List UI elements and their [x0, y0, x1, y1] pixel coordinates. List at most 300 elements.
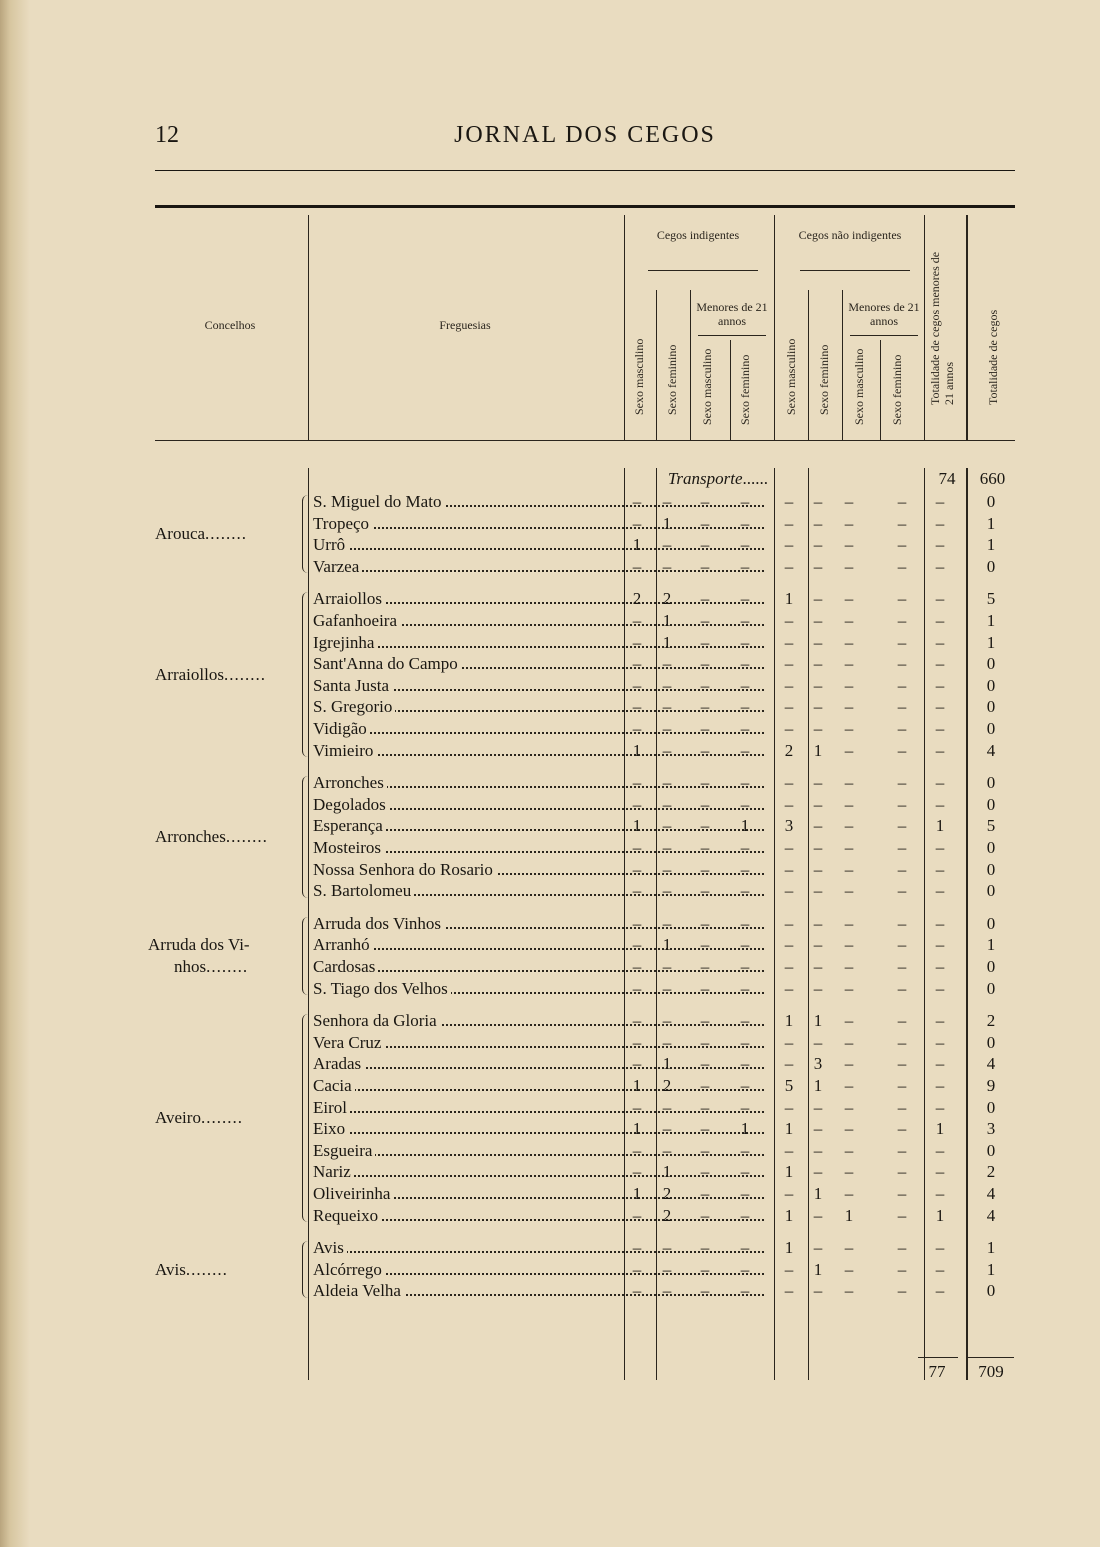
freguesia-name: Oliveirinha: [313, 1184, 393, 1203]
value-cell: –: [740, 589, 750, 609]
value-cell: 1: [935, 1119, 945, 1139]
value-cell: 1: [784, 1119, 794, 1139]
value-cell: –: [700, 1205, 710, 1225]
value-cell: –: [740, 957, 750, 976]
freguesia-name: Requeixo: [313, 1206, 381, 1225]
value-cell: –: [935, 719, 945, 738]
value-cell: –: [700, 697, 710, 717]
value-cell: –: [740, 881, 750, 901]
value-cell: –: [935, 589, 945, 609]
value-cell: 1: [813, 1184, 823, 1203]
table-row: [155, 1205, 1015, 1226]
table-row: [155, 491, 1015, 512]
value-cell: –: [740, 1054, 750, 1074]
value-cell: –: [935, 957, 945, 976]
table-row: [155, 610, 1015, 631]
value-cell: –: [662, 1097, 672, 1117]
transport-total-menores: 74: [938, 469, 956, 488]
value-cell: 1: [844, 1205, 854, 1225]
page-header: [155, 122, 1015, 162]
total-cell: 0: [986, 913, 996, 933]
vline-hdr-3: [690, 290, 691, 440]
total-cell: 0: [986, 794, 996, 814]
value-cell: –: [740, 556, 750, 576]
table-row: [155, 556, 1015, 577]
value-cell: –: [740, 1162, 750, 1182]
value-cell: –: [740, 1076, 750, 1095]
value-cell: –: [844, 1259, 854, 1279]
value-cell: –: [897, 957, 907, 976]
value-cell: –: [740, 794, 750, 814]
value-cell: –: [784, 675, 794, 695]
brace-menores-1: [698, 335, 766, 336]
value-cell: –: [740, 1011, 750, 1031]
value-cell: –: [784, 935, 794, 955]
value-cell: –: [784, 881, 794, 901]
value-cell: –: [632, 859, 642, 879]
value-cell: –: [700, 881, 710, 901]
value-cell: 1: [662, 1054, 672, 1074]
value-cell: –: [662, 957, 672, 976]
value-cell: –: [813, 1281, 823, 1301]
value-cell: 3: [784, 816, 794, 836]
value-cell: –: [662, 719, 672, 738]
value-cell: –: [662, 1119, 672, 1139]
value-cell: 1: [740, 816, 750, 836]
value-cell: –: [784, 556, 794, 576]
header-menores-ind: Menores de 21 annos: [696, 300, 768, 328]
value-cell: –: [784, 859, 794, 879]
value-cell: –: [632, 1205, 642, 1225]
value-cell: –: [662, 654, 672, 674]
value-cell: –: [844, 697, 854, 717]
table-row: [155, 718, 1015, 739]
value-cell: –: [740, 513, 750, 533]
concelho-label: Arouca........: [155, 524, 248, 544]
table-row: [155, 513, 1015, 534]
freguesia-name: Urrô: [313, 535, 348, 554]
final-total-rule-2: [966, 1357, 1014, 1358]
value-cell: 1: [813, 1259, 823, 1279]
table-row: [155, 978, 1015, 999]
value-cell: –: [844, 535, 854, 555]
value-cell: –: [897, 838, 907, 857]
value-cell: –: [935, 859, 945, 879]
header-sexo-masc-4: Sexo masculino: [852, 348, 866, 425]
table-row: [155, 1075, 1015, 1096]
freguesia-name: Arraiollos: [313, 589, 385, 608]
value-cell: 1: [784, 1011, 794, 1031]
table-row: [155, 1183, 1015, 1204]
table-row: [155, 772, 1015, 793]
vline-hdr-2: [656, 290, 657, 440]
value-cell: –: [844, 1119, 854, 1139]
vline-hdr-7: [842, 290, 843, 440]
value-cell: –: [813, 589, 823, 609]
total-cell: 5: [986, 589, 996, 609]
value-cell: –: [844, 675, 854, 695]
value-cell: 2: [662, 1076, 672, 1095]
value-cell: –: [935, 1054, 945, 1074]
value-cell: –: [844, 1011, 854, 1031]
value-cell: 1: [740, 1119, 750, 1139]
value-cell: –: [784, 978, 794, 998]
total-cell: 0: [986, 773, 996, 793]
value-cell: –: [935, 1281, 945, 1301]
value-cell: –: [662, 913, 672, 933]
value-cell: –: [813, 773, 823, 793]
table-row: [155, 534, 1015, 555]
value-cell: –: [700, 816, 710, 836]
value-cell: –: [662, 1281, 672, 1301]
final-total-rule-1: [918, 1357, 958, 1358]
total-cell: 1: [986, 611, 996, 630]
value-cell: –: [784, 719, 794, 738]
total-cell: 0: [986, 838, 996, 857]
brace-menores-2: [850, 335, 918, 336]
total-cell: 9: [986, 1076, 996, 1095]
total-cell: 0: [986, 697, 996, 717]
value-cell: 1: [662, 632, 672, 652]
value-cell: –: [813, 697, 823, 717]
table-row: [155, 859, 1015, 880]
final-total-menores: 77: [928, 1362, 946, 1381]
table-row: [155, 1161, 1015, 1182]
value-cell: –: [662, 978, 672, 998]
value-cell: –: [700, 611, 710, 630]
value-cell: –: [740, 535, 750, 555]
vline-hdr-conc: [308, 215, 309, 440]
value-cell: –: [700, 1184, 710, 1203]
header-total-menores: Totalidade de cegos menores de 21 annos: [928, 251, 956, 405]
value-cell: –: [813, 913, 823, 933]
total-cell: 1: [986, 632, 996, 652]
freguesia-name: Mosteiros: [313, 838, 384, 857]
value-cell: –: [813, 675, 823, 695]
value-cell: –: [740, 1281, 750, 1301]
value-cell: –: [813, 535, 823, 555]
value-cell: –: [632, 654, 642, 674]
value-cell: –: [813, 816, 823, 836]
header-menores-nind: Menores de 21 annos: [848, 300, 920, 328]
value-cell: 1: [935, 1205, 945, 1225]
value-cell: –: [700, 773, 710, 793]
value-cell: –: [897, 1281, 907, 1301]
freguesia-name: Vera Cruz: [313, 1033, 384, 1052]
table-row: [155, 588, 1015, 609]
transport-total: 660: [979, 469, 1006, 488]
value-cell: 2: [632, 589, 642, 609]
value-cell: –: [935, 881, 945, 901]
value-cell: –: [935, 492, 945, 511]
freguesia-name: Eirol: [313, 1098, 350, 1117]
total-cell: 0: [986, 859, 996, 879]
table-row: [155, 1140, 1015, 1161]
value-cell: –: [935, 654, 945, 674]
value-cell: –: [935, 1184, 945, 1203]
value-cell: –: [935, 632, 945, 652]
table-row: [155, 837, 1015, 858]
value-cell: 1: [632, 1119, 642, 1139]
total-cell: 0: [986, 957, 996, 976]
value-cell: –: [632, 675, 642, 695]
value-cell: –: [813, 1140, 823, 1160]
value-cell: –: [844, 1054, 854, 1074]
header-sexo-fem-1: Sexo feminino: [665, 344, 679, 415]
value-cell: –: [813, 611, 823, 630]
header-concelhos: Concelhos: [204, 318, 256, 332]
value-cell: –: [897, 535, 907, 555]
value-cell: –: [897, 978, 907, 998]
concelho-label: Arraiollos........: [155, 664, 266, 684]
value-cell: –: [700, 492, 710, 511]
value-cell: –: [897, 1184, 907, 1203]
value-cell: 2: [784, 740, 794, 760]
concelho-label: Avis........: [155, 1259, 228, 1279]
value-cell: –: [632, 632, 642, 652]
value-cell: –: [740, 654, 750, 674]
freguesia-name: Santa Justa: [313, 676, 392, 695]
value-cell: –: [700, 1032, 710, 1052]
value-cell: –: [784, 773, 794, 793]
value-cell: –: [662, 675, 672, 695]
freguesia-name: Nossa Senhora do Rosario: [313, 860, 496, 879]
value-cell: –: [844, 957, 854, 976]
table-row: [155, 934, 1015, 955]
value-cell: –: [897, 740, 907, 760]
value-cell: –: [897, 859, 907, 879]
value-cell: 3: [813, 1054, 823, 1074]
value-cell: –: [844, 492, 854, 511]
value-cell: –: [897, 513, 907, 533]
value-cell: –: [740, 978, 750, 998]
value-cell: –: [844, 719, 854, 738]
value-cell: –: [740, 697, 750, 717]
group-brace: [302, 495, 309, 573]
value-cell: –: [662, 1011, 672, 1031]
value-cell: –: [935, 1032, 945, 1052]
freguesia-name: S. Miguel do Mato: [313, 492, 444, 511]
value-cell: –: [632, 556, 642, 576]
value-cell: –: [935, 1097, 945, 1117]
value-cell: –: [700, 675, 710, 695]
value-cell: –: [740, 935, 750, 955]
freguesia-name: Eixo: [313, 1119, 348, 1138]
vline-hdr-1: [624, 215, 625, 440]
value-cell: –: [662, 838, 672, 857]
total-cell: 0: [986, 1281, 996, 1301]
table-row: [155, 675, 1015, 696]
value-cell: 1: [632, 1076, 642, 1095]
value-cell: –: [844, 913, 854, 933]
value-cell: –: [897, 1205, 907, 1225]
value-cell: –: [813, 1238, 823, 1258]
value-cell: –: [935, 675, 945, 695]
value-cell: –: [813, 1162, 823, 1182]
total-cell: 4: [986, 1054, 996, 1074]
concelho-name: Arraiollos: [155, 664, 224, 684]
value-cell: –: [844, 589, 854, 609]
value-cell: –: [844, 1184, 854, 1203]
value-cell: –: [700, 838, 710, 857]
value-cell: –: [632, 1032, 642, 1052]
value-cell: –: [844, 1097, 854, 1117]
vline-hdr-4: [730, 340, 731, 440]
value-cell: –: [844, 859, 854, 879]
header-rule: [155, 170, 1015, 171]
value-cell: –: [844, 1281, 854, 1301]
header-sexo-fem-4: Sexo feminino: [890, 354, 904, 425]
vline-hdr-10: [966, 215, 968, 440]
freguesia-name: Senhora da Gloria: [313, 1011, 440, 1030]
table-row: [155, 794, 1015, 815]
freguesia-name: Vimieiro: [313, 741, 376, 760]
value-cell: –: [897, 1162, 907, 1182]
header-sexo-masc-2: Sexo masculino: [700, 348, 714, 425]
value-cell: –: [632, 881, 642, 901]
table-row: [155, 1237, 1015, 1258]
value-cell: –: [700, 794, 710, 814]
value-cell: –: [813, 935, 823, 955]
value-cell: –: [935, 1238, 945, 1258]
value-cell: –: [844, 611, 854, 630]
value-cell: –: [784, 1259, 794, 1279]
value-cell: 1: [784, 1205, 794, 1225]
value-cell: –: [700, 1076, 710, 1095]
value-cell: 1: [935, 816, 945, 836]
concelho-name: Arronches: [155, 827, 226, 846]
freguesia-name: Esperança: [313, 816, 386, 835]
value-cell: –: [844, 513, 854, 533]
value-cell: –: [813, 859, 823, 879]
value-cell: –: [844, 978, 854, 998]
total-cell: 2: [986, 1162, 996, 1182]
concelho-name: Aveiro: [155, 1108, 201, 1128]
value-cell: –: [784, 535, 794, 555]
value-cell: –: [632, 957, 642, 976]
value-cell: 1: [784, 1238, 794, 1258]
header-cegos-indigentes: Cegos indigentes: [656, 228, 740, 242]
concelho-label: Aveiro........: [155, 1108, 243, 1128]
page-edge: [0, 0, 30, 1547]
value-cell: –: [740, 838, 750, 857]
value-cell: –: [700, 1140, 710, 1160]
total-cell: 4: [986, 1205, 996, 1225]
freguesia-name: Varzea: [313, 557, 362, 576]
value-cell: –: [813, 1205, 823, 1225]
value-cell: –: [632, 773, 642, 793]
value-cell: –: [632, 697, 642, 717]
value-cell: –: [784, 1184, 794, 1203]
value-cell: –: [813, 654, 823, 674]
value-cell: –: [662, 556, 672, 576]
freguesia-name: Arruda dos Vinhos: [313, 914, 444, 933]
value-cell: 2: [662, 1205, 672, 1225]
value-cell: –: [632, 1259, 642, 1279]
freguesia-name: Aradas: [313, 1054, 364, 1073]
value-cell: –: [784, 492, 794, 511]
header-sexo-fem-3: Sexo feminino: [817, 344, 831, 415]
value-cell: –: [662, 535, 672, 555]
vline-hdr-6: [808, 290, 809, 440]
freguesia-name: Esgueira: [313, 1141, 375, 1160]
header-sexo-masc-1: Sexo masculino: [632, 338, 646, 415]
value-cell: –: [662, 1032, 672, 1052]
value-cell: –: [784, 697, 794, 717]
freguesia-name: Igrejinha: [313, 633, 377, 652]
value-cell: –: [632, 1140, 642, 1160]
transport-label: Transporte: [667, 469, 743, 488]
value-cell: –: [897, 794, 907, 814]
value-cell: –: [632, 492, 642, 511]
value-cell: –: [935, 978, 945, 998]
value-cell: 2: [662, 589, 672, 609]
total-cell: 0: [986, 654, 996, 674]
value-cell: –: [784, 1281, 794, 1301]
table-row: [155, 1053, 1015, 1074]
value-cell: –: [662, 492, 672, 511]
value-cell: –: [844, 1162, 854, 1182]
value-cell: –: [813, 978, 823, 998]
value-cell: –: [662, 1238, 672, 1258]
vline-hdr-8: [880, 340, 881, 440]
table-row: [155, 913, 1015, 934]
value-cell: –: [662, 1140, 672, 1160]
freguesia-name: S. Gregorio: [313, 697, 395, 716]
group-brace: [302, 1014, 309, 1222]
concelho-label: Arruda dos Vi- nhos........: [148, 935, 250, 976]
value-cell: –: [700, 654, 710, 674]
table-row: [155, 1259, 1015, 1280]
value-cell: –: [844, 816, 854, 836]
value-cell: –: [700, 632, 710, 652]
total-cell: 4: [986, 1184, 996, 1203]
freguesia-name: Avis: [313, 1238, 347, 1257]
value-cell: –: [784, 1054, 794, 1074]
value-cell: –: [700, 589, 710, 609]
total-cell: 0: [986, 719, 996, 738]
value-cell: –: [740, 740, 750, 760]
value-cell: –: [935, 535, 945, 555]
value-cell: –: [784, 1140, 794, 1160]
value-cell: –: [813, 492, 823, 511]
value-cell: –: [740, 1184, 750, 1203]
value-cell: –: [813, 957, 823, 976]
freguesia-name: Tropeço: [313, 514, 372, 533]
table-row: [155, 1032, 1015, 1053]
total-cell: 2: [986, 1011, 996, 1031]
value-cell: –: [700, 859, 710, 879]
value-cell: –: [897, 611, 907, 630]
value-cell: –: [632, 838, 642, 857]
value-cell: –: [935, 611, 945, 630]
value-cell: –: [662, 794, 672, 814]
value-cell: –: [897, 556, 907, 576]
total-cell: 5: [986, 816, 996, 836]
value-cell: –: [700, 913, 710, 933]
table-row: [155, 1097, 1015, 1118]
value-cell: –: [844, 556, 854, 576]
value-cell: –: [784, 513, 794, 533]
value-cell: 1: [813, 740, 823, 760]
freguesia-name: Nariz: [313, 1162, 354, 1181]
value-cell: 1: [813, 1076, 823, 1095]
freguesia-name: Cacia: [313, 1076, 355, 1095]
freguesia-name: Cardosas: [313, 957, 378, 976]
total-cell: 0: [986, 881, 996, 901]
group-brace: [302, 592, 309, 757]
freguesia-name: Vidigão: [313, 719, 370, 738]
